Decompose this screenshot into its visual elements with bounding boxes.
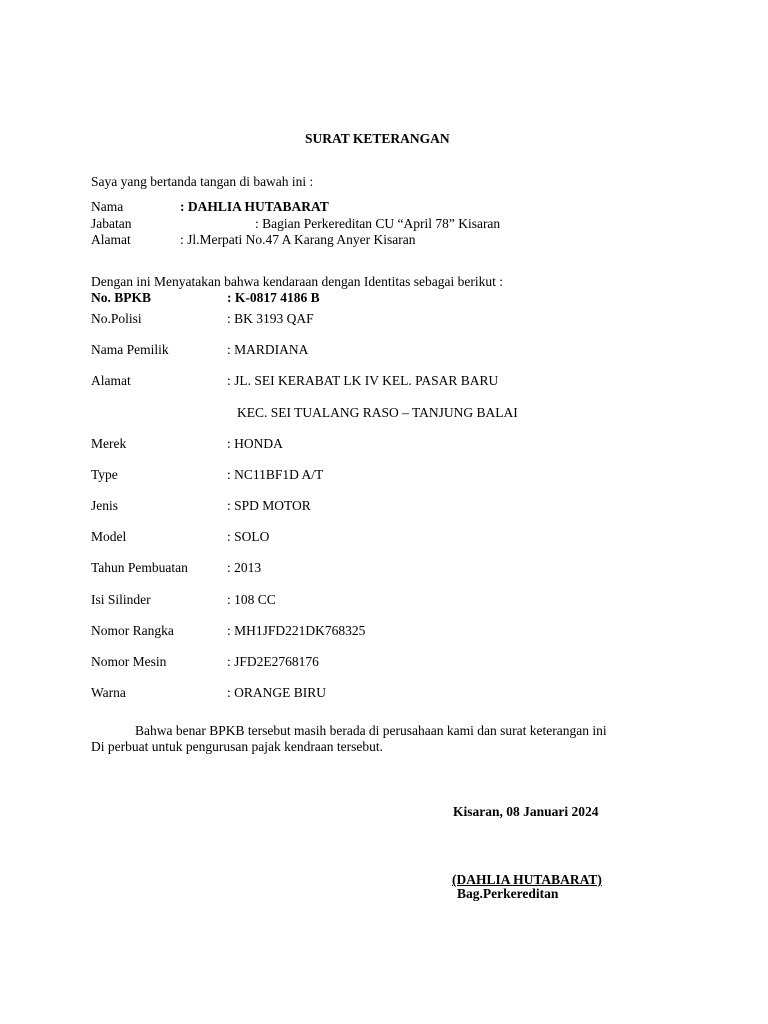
color-value: : ORANGE BIRU [227,685,327,700]
signature-name: (DAHLIA HUTABARAT) [452,872,602,887]
year-value: : 2013 [227,560,262,575]
closing-line-2: Di perbuat untuk pengurusan pajak kendraan tersebut. [91,739,384,754]
owner-address-label: Alamat [91,373,131,388]
owner-address-value-line2: KEC. SEI TUALANG RASO – TANJUNG BALAI [237,405,518,420]
frame-no-value: : MH1JFD221DK768325 [227,623,366,638]
cylinder-label: Isi Silinder [91,592,151,607]
model-label: Model [91,529,127,544]
color-label: Warna [91,685,126,700]
signer-name-label: Nama [91,199,124,214]
brand-value: : HONDA [227,436,283,451]
cylinder-value: : 108 CC [227,592,276,607]
signer-position-value: : Bagian Perkereditan CU “April 78” Kisaran [255,216,501,231]
police-no-label: No.Polisi [91,311,142,326]
engine-no-label: Nomor Mesin [91,654,167,669]
frame-no-label: Nomor Rangka [91,623,174,638]
signer-position-label: Jabatan [91,216,132,231]
model-value: : SOLO [227,529,270,544]
owner-address-value: : JL. SEI KERABAT LK IV KEL. PASAR BARU [227,373,499,388]
brand-label: Merek [91,436,127,451]
year-label: Tahun Pembuatan [91,560,188,575]
letter-title: SURAT KETERANGAN [305,131,450,146]
closing-line-1: Bahwa benar BPKB tersebut masih berada di perusahaan kami dan surat keterangan ini [135,723,607,738]
police-no-value: : BK 3193 QAF [227,311,314,326]
kind-value: : SPD MOTOR [227,498,311,513]
kind-label: Jenis [91,498,118,513]
engine-no-value: : JFD2E2768176 [227,654,319,669]
bpkb-value: : K-0817 4186 B [227,290,320,305]
owner-value: : MARDIANA [227,342,309,357]
type-value: : NC11BF1D A/T [227,467,324,482]
signer-name-value: : DAHLIA HUTABARAT [180,199,329,214]
statement-text: Dengan ini Menyatakan bahwa kendaraan dengan Identitas sebagai berikut : [91,274,503,289]
intro-text: Saya yang bertanda tangan di bawah ini : [91,174,314,189]
signer-address-label: Alamat [91,232,131,247]
type-label: Type [91,467,118,482]
signer-address-value: : Jl.Merpati No.47 A Karang Anyer Kisaran [180,232,416,247]
bpkb-label: No. BPKB [91,290,152,305]
owner-label: Nama Pemilik [91,342,169,357]
place-date: Kisaran, 08 Januari 2024 [453,804,599,819]
signature-position: Bag.Perkereditan [457,886,559,901]
